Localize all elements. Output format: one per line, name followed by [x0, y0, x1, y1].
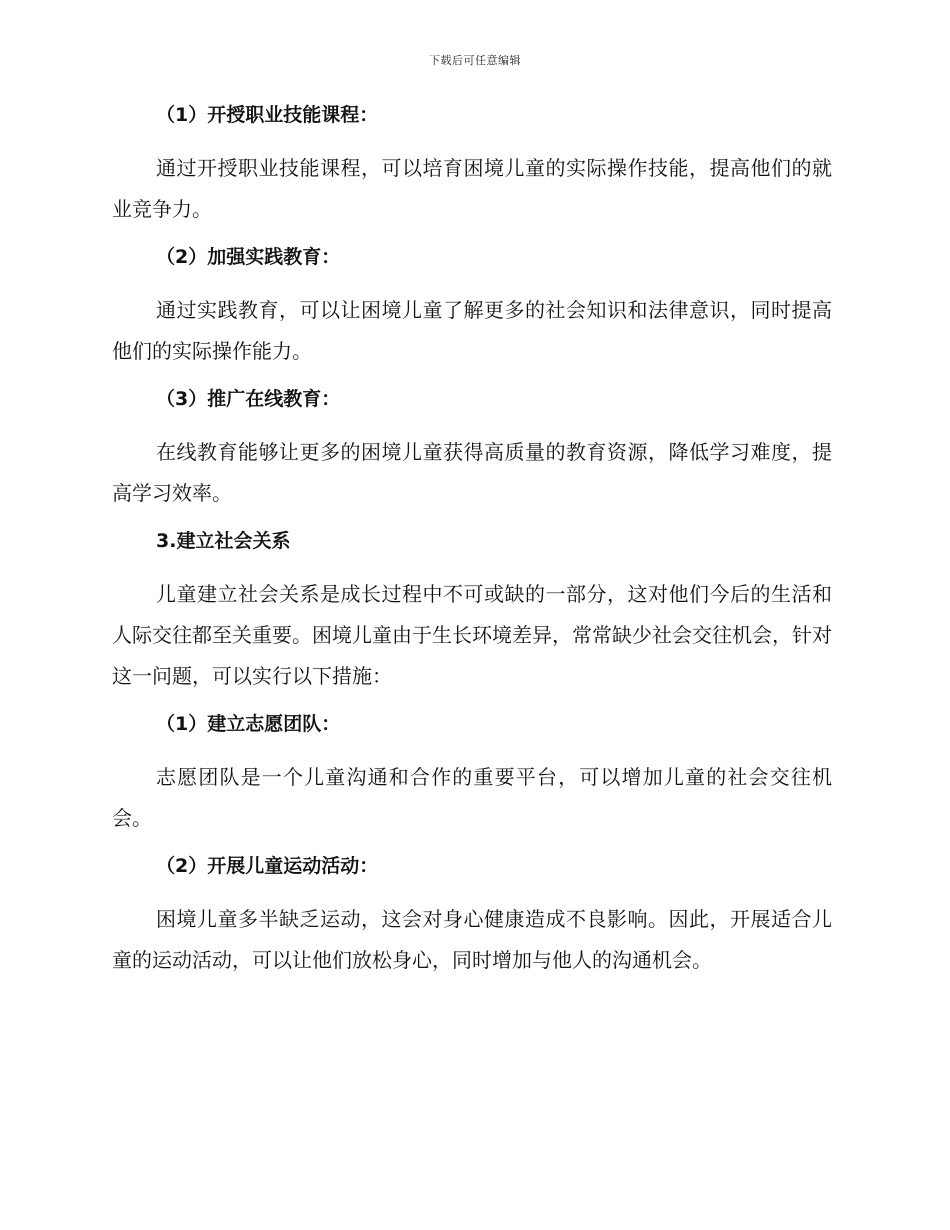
section-heading-social-relations: 3.建立社会关系 — [156, 530, 291, 552]
document-body — [112, 100, 832, 993]
paragraph-online-education: 在线教育能够让更多的困境儿童获得高质量的教育资源，降低学习难度，提高学习效率。 — [112, 440, 832, 505]
paragraph-volunteer-team: 志愿团队是一个儿童沟通和合作的重要平台，可以增加儿童的社会交往机会。 — [112, 765, 832, 830]
subheading-vocational-courses: （1）开授职业技能课程： — [156, 104, 379, 126]
subheading-volunteer-team: （1）建立志愿团队： — [156, 713, 341, 735]
paragraph-vocational-courses: 通过开授职业技能课程，可以培育困境儿童的实际操作技能，提高他们的就业竞争力。 — [112, 156, 832, 221]
paragraph-social-relations: 儿童建立社会关系是成长过程中不可或缺的一部分，这对他们今后的生活和人际交往都至关重要。困境儿童由于生长环境差异，常常缺少社会交往机会，针对这一问题，可以实行以下措施： — [112, 582, 832, 688]
subheading-sports-activities: （2）开展儿童运动活动： — [156, 855, 379, 877]
paragraph-practical-education: 通过实践教育，可以让困境儿童了解更多的社会知识和法律意识，同时提高他们的实际操作能力。 — [112, 298, 832, 363]
subheading-practical-education: （2）加强实践教育： — [156, 246, 341, 268]
subheading-online-education: （3）推广在线教育： — [156, 388, 341, 410]
paragraph-sports-activities: 困境儿童多半缺乏运动，这会对身心健康造成不良影响。因此，开展适合儿童的运动活动，可以让他们放松身心，同时增加与他人的沟通机会。 — [112, 907, 832, 972]
page-header: 下载后可任意编辑 — [429, 54, 521, 67]
